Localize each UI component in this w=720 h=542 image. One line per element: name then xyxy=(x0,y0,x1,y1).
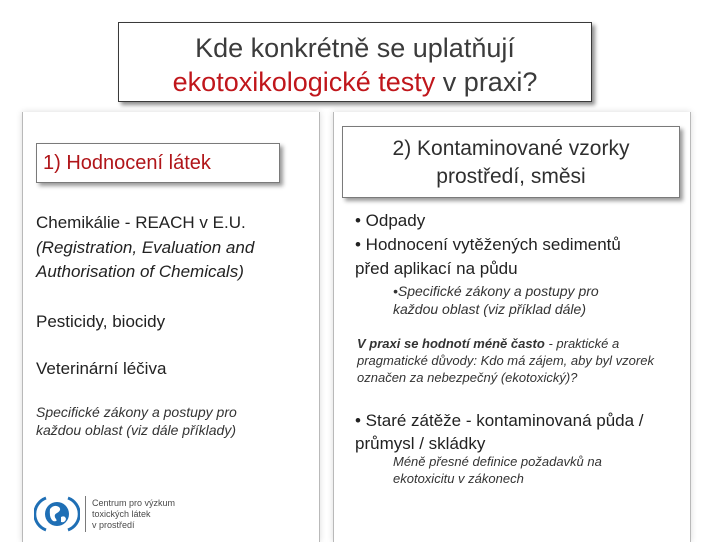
logo-separator xyxy=(85,496,86,532)
logo-text-line-1: Centrum pro výzkum xyxy=(92,498,176,508)
title-box xyxy=(118,22,592,102)
reach-title: Chemikálie - REACH v E.U. xyxy=(36,213,246,232)
right-heading xyxy=(342,126,680,198)
practice-note-bold: V praxi se hodnotí méně často xyxy=(357,336,545,351)
logo-text xyxy=(92,498,175,531)
sub-bullet-specific-1: •Specifické zákony a postupy pro xyxy=(393,283,599,299)
specific-laws-1: Specifické zákony a postupy pro xyxy=(36,404,237,420)
note-less-precise-2: ekotoxicitu v zákonech xyxy=(393,471,524,486)
reach-expansion-2: Authorisation of Chemicals) xyxy=(36,262,244,281)
bullet-sediments-1: • Hodnocení vytěžených sedimentů xyxy=(355,235,621,254)
veterinary-text: Veterinární léčiva xyxy=(36,359,167,378)
title-rest: v praxi? xyxy=(435,67,538,97)
specific-laws-2: každou oblast (viz dále příklady) xyxy=(36,422,236,438)
title-line-1: Kde konkrétně se uplatňují xyxy=(195,33,515,63)
bullet-waste: • Odpady xyxy=(355,211,426,230)
reach-expansion-1: (Registration, Evaluation and xyxy=(36,238,255,257)
title-highlight: ekotoxikologické testy xyxy=(172,67,436,97)
note-less-precise-1: Méně přesné definice požadavků na xyxy=(393,454,602,469)
right-heading-line-2: prostředí, směsi xyxy=(436,165,586,188)
left-heading: 1) Hodnocení látek xyxy=(36,143,280,183)
logo-text-line-2: toxických látek xyxy=(92,509,151,519)
pesticides-text: Pesticidy, biocidy xyxy=(36,312,166,331)
sub-bullet-specific-2: každou oblast (viz příklad dále) xyxy=(393,301,586,317)
right-heading-line-1: 2) Kontaminované vzorky xyxy=(392,137,630,160)
practice-note-1 xyxy=(357,335,619,352)
practice-note-2: pragmatické důvody: Kdo má zájem, aby byl vzorek xyxy=(357,353,654,368)
title-line-2 xyxy=(119,65,591,99)
bullet-old-burdens-1: • Staré zátěže - kontaminovaná půda / xyxy=(355,411,644,430)
logo-text-line-3: v prostředí xyxy=(92,520,135,530)
recetox-logo-icon xyxy=(34,494,80,534)
practice-note-3: označen za nebezpečný (ekotoxický)? xyxy=(357,370,578,385)
practice-note-rest: - praktické a xyxy=(544,336,620,351)
bullet-sediments-2: před aplikací na půdu xyxy=(355,259,518,278)
bullet-old-burdens-2: průmysl / skládky xyxy=(355,434,486,453)
